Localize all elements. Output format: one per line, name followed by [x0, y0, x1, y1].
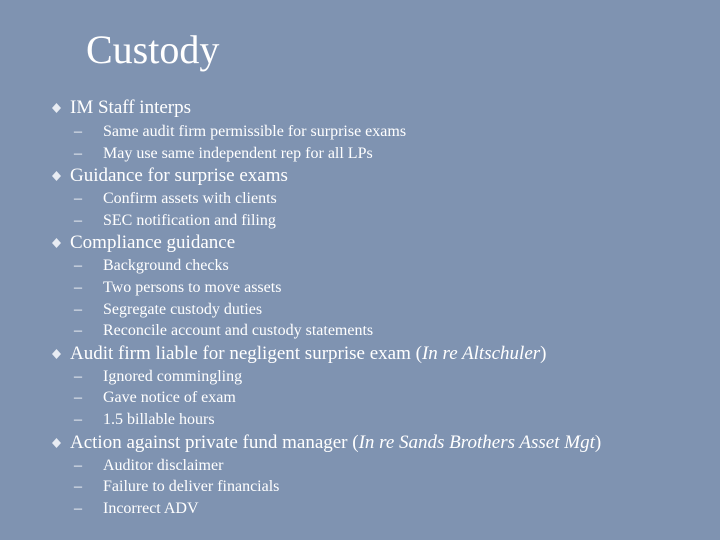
diamond-bullet-icon — [52, 238, 61, 248]
bullet-heading: Audit firm liable for negligent surprise exam (In re Altschuler) — [70, 343, 547, 364]
bullet-heading: IM Staff interps — [70, 97, 192, 118]
diamond-bullet-icon — [52, 349, 61, 359]
sub-bullet-text: Segregate custody duties — [103, 301, 263, 318]
sub-bullet-text: Ignored commingling — [103, 368, 243, 385]
sub-bullet-text: Reconcile account and custody statements — [103, 322, 374, 339]
sub-bullet-text: Failure to deliver financials — [103, 478, 280, 495]
bullet-heading: Action against private fund manager (In re Sands Brothers Asset Mgt) — [70, 432, 602, 453]
sub-bullet-text: Gave notice of exam — [103, 389, 236, 406]
sub-bullet-text: Auditor disclaimer — [103, 457, 224, 474]
sub-bullet-text: Background checks — [103, 257, 229, 274]
sub-bullet-text: SEC notification and filing — [103, 212, 276, 229]
bullet-heading: Guidance for surprise exams — [70, 165, 288, 186]
case-name: In re Altschuler — [421, 343, 541, 364]
sub-bullet-text: Confirm assets with clients — [103, 190, 277, 207]
sub-bullet-text: Same audit firm permissible for surprise exams — [103, 123, 407, 140]
sub-bullet-text: 1.5 billable hours — [103, 411, 215, 428]
sub-bullet-text: May use same independent rep for all LPs — [103, 145, 373, 162]
slide-title: Custody — [86, 27, 220, 72]
bullet-heading: Compliance guidance — [70, 232, 236, 253]
sub-bullet-text: Two persons to move assets — [103, 279, 282, 296]
case-name: In re Sands Brothers Asset Mgt — [358, 432, 595, 453]
diamond-bullet-icon — [52, 171, 61, 181]
diamond-bullet-icon — [52, 103, 61, 113]
sub-bullet-text: Incorrect ADV — [103, 500, 199, 517]
diamond-bullet-icon — [52, 438, 61, 448]
slide-content: IM Staff interps – Same audit firm permissible for surprise exams – May use same independent rep for all LPs Guidance for surprise exams – Confirm assets with clients – SEC notification and filing Compliance guidance – Background checks – Two persons to move assets – Segregate custody duties – Reconcile account and custody statements Audit firm liable for negligent surprise exam (In re Altschuler) – Ignored commingling – Gave notice of exam – 1.5 billable hours Action against private fund manager (In re Sands Brothers Asset Mgt) – Auditor disclaimer – Failure to deliver financials – Incorrect ADV — [0, 0, 720, 540]
